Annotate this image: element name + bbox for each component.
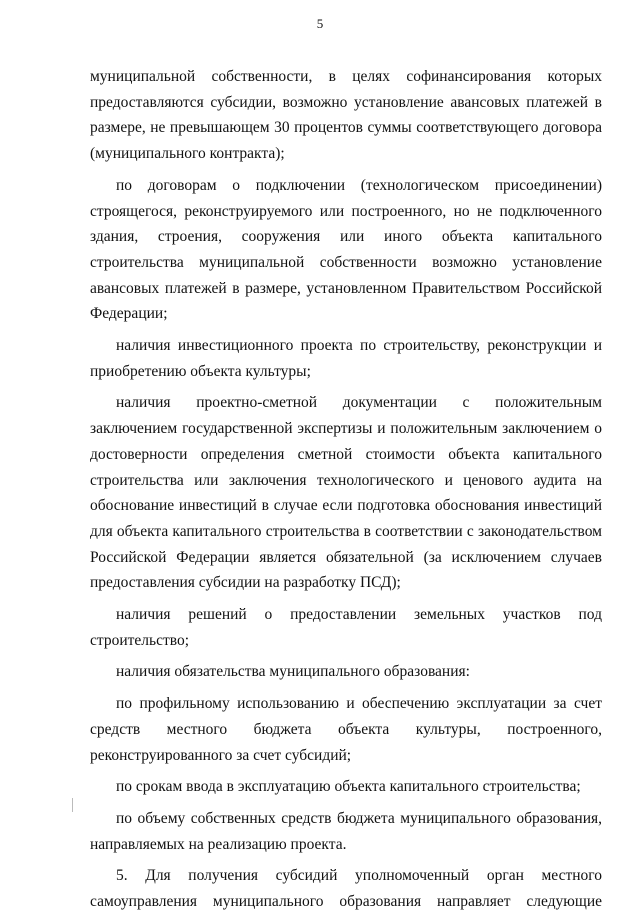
page-number: 5 [316, 16, 324, 31]
paragraph-land-plots: наличия решений о предоставлении земельных участков под строительство; [90, 606, 602, 649]
document-body [90, 64, 602, 921]
paragraph-municipal-property: муниципальной собственности, в целях софинансирования которых предоставляются субсидии, возможно установление авансовых платежей в размере, не превышающем 30 процентов суммы соответствующего договора (муниципального контракта); [90, 68, 602, 163]
paragraph-connection-contracts: по договорам о подключении (технологическом присоединении) строящегося, реконструируемого или построенного, но не подключенного здания, строения, сооружения или иного объекта капитального строительства муниципальной собственности возможно установление авансовых платежей в размере, установленном Правительством Российской Федерации; [90, 176, 602, 323]
margin-mark [72, 798, 73, 812]
paragraph-investment-project: наличия инвестиционного проекта по строительству, реконструкции и приобретению объекта культуры; [90, 337, 602, 380]
paragraph-section-5: 5. Для получения субсидий уполномоченный орган местного самоуправления муниципального образования направляет следующие [90, 867, 602, 911]
paragraph-own-funds: по объему собственных средств бюджета муниципального образования, направляемых на реализацию проекта. [90, 809, 602, 853]
paragraph-profile-use: по профильному использованию и обеспечению эксплуатации за счет средств местного бюджета объекта культуры, построенного, реконструированного за счет субсидий; [90, 695, 602, 764]
paragraph-obligations-heading: наличия обязательства муниципального образования: [116, 663, 470, 681]
paragraph-commissioning-dates: по срокам ввода в эксплуатацию объекта капитального строительства; [116, 778, 581, 796]
paragraph-design-documentation: наличия проектно-сметной документации с положительным заключением государственной экспертизы и положительным заключением о достоверности определения сметной стоимости объекта капитального строительства или заключения технологического и ценового аудита на обоснование инвестиций в случае если подготовка обоснования инвестиций для объекта капитального строительства в соответствии с законодательством Российской Федерации является обязательной (за исключением случаев предоставления субсидии на разработку ПСД); [90, 394, 602, 592]
